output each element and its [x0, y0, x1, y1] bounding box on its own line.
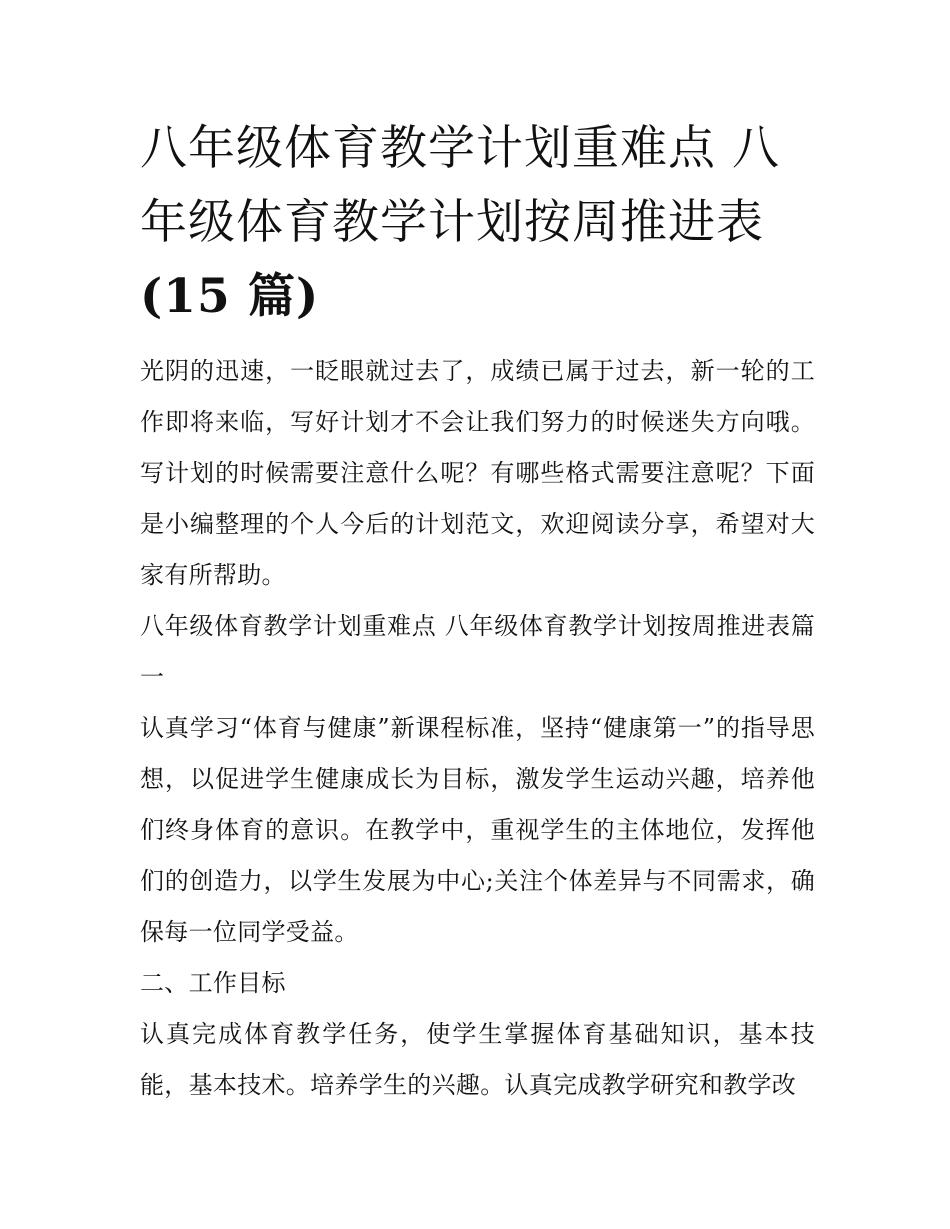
body-paragraph-1: 认真学习“体育与健康”新课程标准，坚持“健康第一”的指导思想，以促进学生健康成长为目标，激发学生运动兴趣，培养他们终身体育的意识。在教学中，重视学生的主体地位，发挥他们的创造力，以学生发展为中心;关注个体差异与不同需求，确保每一位同学受益。 [140, 714, 815, 946]
intro-paragraph: 光阴的迅速，一眨眼就过去了，成绩已属于过去，新一轮的工作即将来临，写好计划才不会让我们努力的时候迷失方向哦。写计划的时候需要注意什么呢？有哪些格式需要注意呢？下面是小编整理的个人今后的计划范文，欢迎阅读分享，希望对大家有所帮助。 [140, 357, 815, 589]
section-heading-1: 八年级体育教学计划重难点 八年级体育教学计划按周推进表篇一 [140, 612, 815, 691]
section-heading-2: 二、工作目标 [140, 969, 286, 997]
title-count-unit: 篇) [230, 269, 320, 324]
document-title [140, 112, 815, 334]
title-count: (15 [140, 269, 231, 324]
body-paragraph-2: 认真完成体育教学任务，使学生掌握体育基础知识，基本技能，基本技术。培养学生的兴趣。认真完成教学研究和教学改 [140, 1020, 815, 1099]
document-content [140, 112, 815, 1111]
title-line-1: 八年级体育教学计划重难点 八 [140, 121, 780, 176]
title-line-2: 年级体育教学计划按周推进表 [140, 195, 764, 250]
